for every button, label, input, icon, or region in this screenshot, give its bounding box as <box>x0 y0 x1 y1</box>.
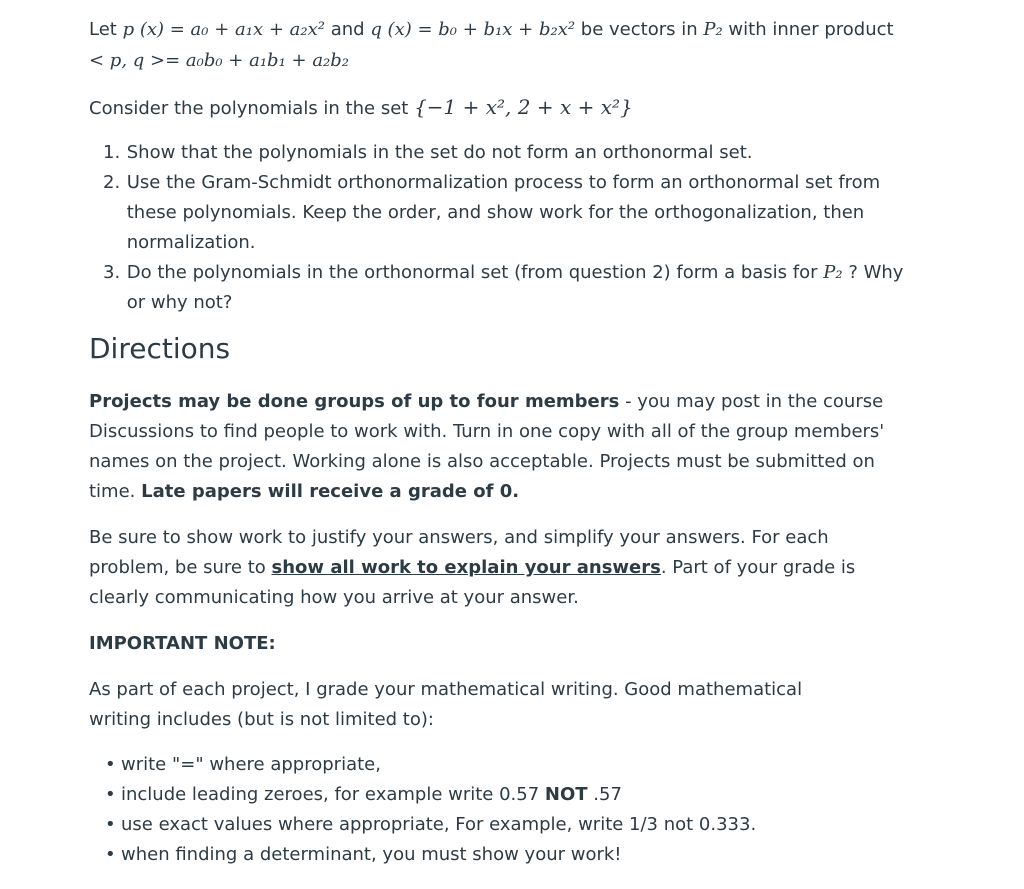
show-work-text-after: . Part of your grade is clearly communicating how you arrive at your answer. <box>89 557 856 608</box>
and-text: and <box>330 19 365 40</box>
show-work-link[interactable]: show all work to explain your answers <box>271 557 661 578</box>
intro-line <box>89 19 894 41</box>
question-text <box>127 258 917 318</box>
question-number: 2. <box>103 172 121 193</box>
question-3 <box>103 258 917 318</box>
list-item-text: include leading zeroes, for example write 0.57 <box>121 784 545 805</box>
list-item <box>103 810 756 840</box>
question-number: 1. <box>103 142 121 163</box>
question-text-before: Do the polynomials in the orthonormal set (from question 2) form a basis for <box>126 262 818 283</box>
be-vectors-text: be vectors in <box>580 19 698 40</box>
list-item <box>103 750 756 780</box>
bullet-icon: • <box>105 814 116 835</box>
directions-heading: Directions <box>89 332 231 365</box>
question-number: 3. <box>103 262 121 283</box>
list-item-text: use exact values where appropriate, For example, write 1/3 not 0.333. <box>121 814 757 835</box>
writing-rules-list <box>103 750 756 870</box>
show-work-paragraph <box>89 523 909 613</box>
list-item-text: write "=" where appropriate, <box>121 754 381 775</box>
bullet-icon: • <box>105 844 116 865</box>
question-text: Use the Gram-Schmidt orthonormalization process to form an orthonormal set from these polynomials. Keep the order, and show work for the orthogonalization, then normalization. <box>126 172 881 253</box>
important-note-heading: IMPORTANT NOTE: <box>89 633 276 654</box>
groups-bold: Projects may be done groups of up to four members <box>89 391 620 412</box>
question-2 <box>103 168 887 258</box>
with-inner-text: with inner product <box>728 19 894 40</box>
groups-paragraph <box>89 387 909 507</box>
list-item-bold: NOT <box>544 784 588 805</box>
groups-text: - you may post in the course Discussions to find people to work with. Turn in one copy with all of the group members' names on the project. Working alone is also acceptable. Projects must be submitted on time. <box>89 391 885 502</box>
space-p2: P₂ <box>703 19 723 40</box>
list-item <box>103 840 756 870</box>
let-text: Let <box>89 19 117 40</box>
polynomial-set: {−1 + x², 2 + x + x²} <box>414 95 633 119</box>
list-item <box>103 780 756 810</box>
inner-product-line <box>89 50 349 72</box>
question-text: Show that the polynomials in the set do not form an orthonormal set. <box>126 142 753 163</box>
math-writing-paragraph: As part of each project, I grade your mathematical writing. Good mathematical writing includes (but is not limited to): <box>89 679 803 730</box>
bullet-icon: • <box>105 784 116 805</box>
question-text-after: ? Why or why not? <box>126 262 904 313</box>
late-papers-bold: Late papers will receive a grade of 0. <box>141 481 520 502</box>
p-definition: p (x) = a₀ + a₁x + a₂x² <box>122 19 325 40</box>
show-work-text-before: Be sure to show work to justify your answers, and simplify your answers. For each problem, be sure to <box>89 527 829 578</box>
question-1 <box>103 138 917 168</box>
consider-text: Consider the polynomials in the set <box>89 98 409 119</box>
consider-line <box>89 96 633 120</box>
list-item-text-after: .57 <box>587 784 622 805</box>
list-item-text: when finding a determinant, you must show your work! <box>121 844 622 865</box>
q-definition: q (x) = b₀ + b₁x + b₂x² <box>370 19 576 40</box>
space-p2: P₂ <box>823 262 843 283</box>
inner-product-definition: < p, q >= a₀b₀ + a₁b₁ + a₂b₂ <box>89 50 350 71</box>
bullet-icon: • <box>105 754 116 775</box>
